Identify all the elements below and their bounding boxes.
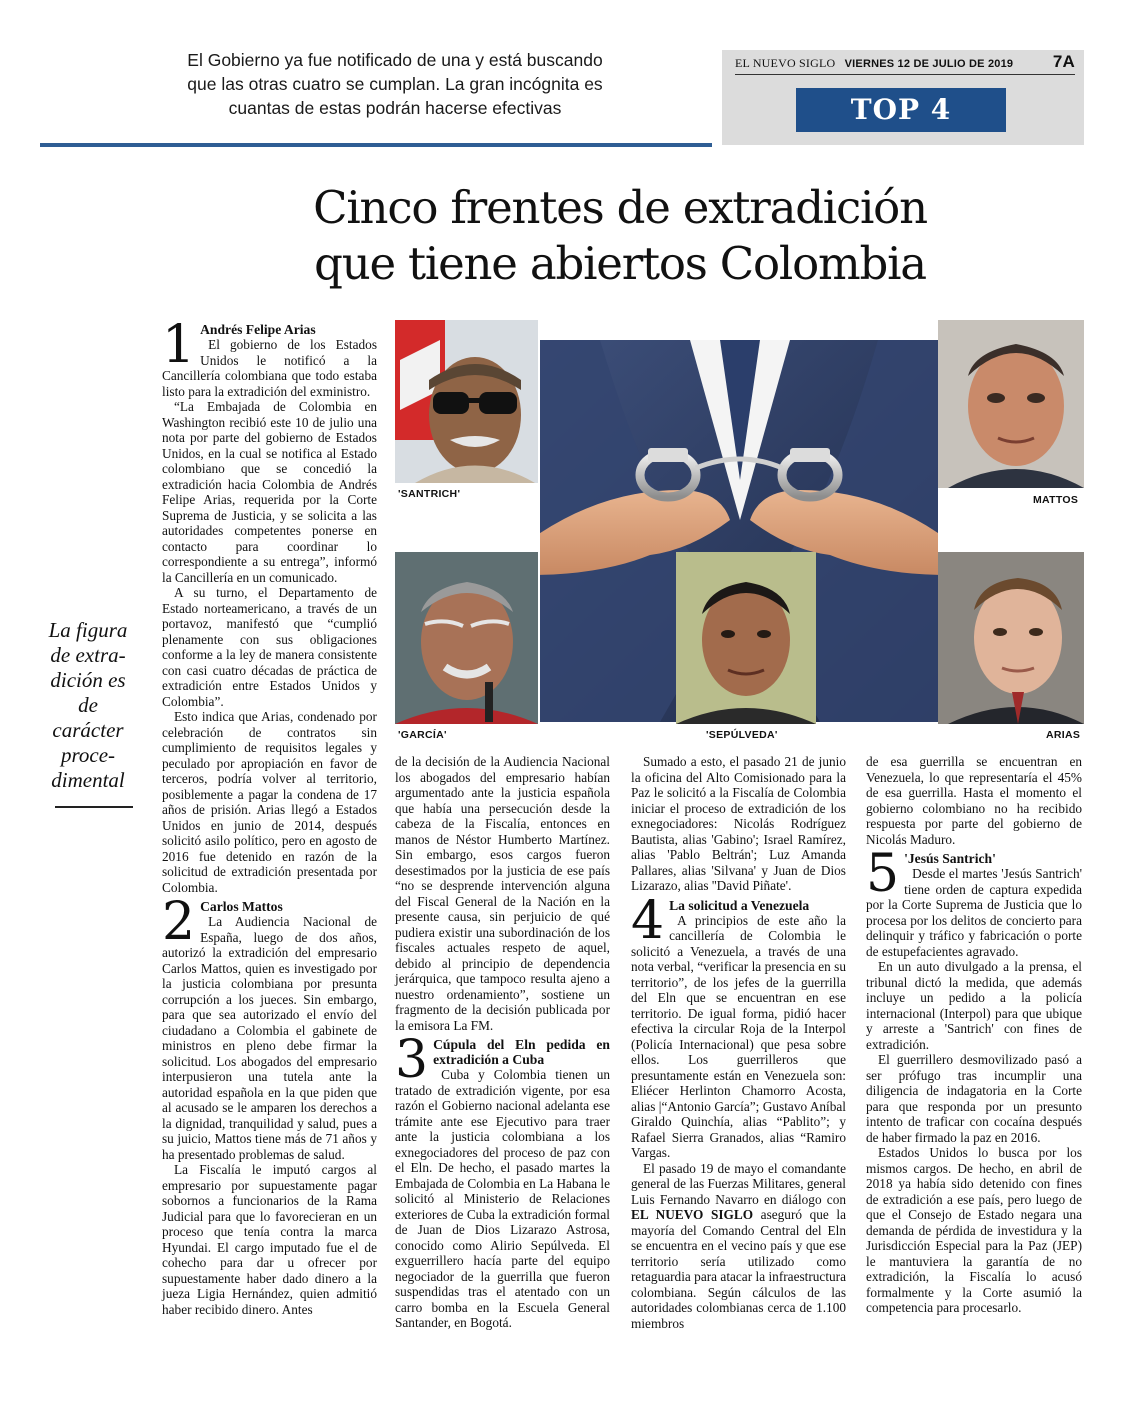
paragraph: de esa guerrilla se encuentran en Venezuela, lo que representaría el 45% de esa guerrilla. Hasta el momento el gobierno colombiano no ha recibido respuesta por parte del gobierno de Nicolás Maduro. [866,754,1082,847]
paragraph: La Fiscalía le imputó cargos al empresario por supuestamente pagar sobornos a funcionarios de la Rama Judicial para que lo favorecieran en un proceso que tenía contra la marca Hyundai. El cargo imputado fue el de cohecho para dar u ofrecer por supuestamente haber dado dinero a la jueza Ligia Hernández, quien admitió haber recibido dinero. Antes [162,1162,377,1317]
paragraph: A su turno, el Departamento de Estado norteamericano, a través de un portavoz, manifestó que “cumplió plenamente con sus obligaciones conforme a la ley de manera consistente con casi cuatro décadas de práctica de extradición entre Estados Unidos y Colombia”. [162,585,377,709]
section-title: Carlos Mattos [200,899,283,914]
paragraph: de la decisión de la Audiencia Nacional los abogados del empresario habían argumentado ante la justicia española que había una persecución desde la cabeza de la Fiscalía, entonces en manos de Néstor Humberto Martínez. Sin embargo, esos cargos fueron desestimados por la justicia de ese país “no se desprende intervención alguna del Fiscal General de la Nación en la presente causa, sin perjuicio de qué pudiera existir una subordinación de los fiscales actuales respeto de aquel, debido al principio de dependencia jerárquica, que tampoco resulta ajeno a nuestro ordenamiento”, sostiene un fragmento de la decisión publicada por la emisora La FM. [395,754,610,1033]
arias-photo [938,552,1084,724]
portrait-santrich [395,320,538,483]
mattos-photo [938,320,1084,488]
caption-mattos: MATTOS [1033,494,1079,506]
section-number: 4 [631,897,665,951]
section-number: 2 [162,899,196,952]
paper-name: EL NUEVO SIGLO [735,56,836,70]
paragraph: A principios de este año la cancillería de Colombia le solicitó a Venezuela, a través de una nota verbal, “verificar la presencia en su territorio”, de los jefes de la guerrilla del Eln que se encuentran en ese territorio. De igual forma, pidió hacer efectiva la circular Roja de la Interpol (Policía Internacional) que pesa sobre ellos. Los guerrilleros que presuntamente están en Venezuela son: Eliécer Herlinton Chamorro Acosta, alias |“Antonio García”; Gustavo Aníbal Giraldo Quinchía, alias “Pablito”; y Rafael Sierra Granados, alias “Ramiro Vargas. [631,912,846,1160]
portrait-mattos [938,320,1084,488]
paragraph: Sumado a esto, el pasado 21 de junio la oficina del Alto Comisionado para la Paz le solicitó a la Fiscalía de Colombia iniciar el proceso de extradición de los exnegociadores: Nicolás Rodríguez Bautista, alias 'Gabino'; Israel Ramírez, alias 'Pablo Beltrán'; Luz Amanda Pallares, alias 'Silvana' y Juan de Dios Lizarazo, alias ''David Piñate'. [631,754,846,893]
paragraph: Estados Unidos lo busca por los mismos cargos. De hecho, en abril de 2018 ya había sido detenido con fines de extradición a ese país, pero luego de que el Consejo de Estado negara una demanda de pérdida de investidura y la Jurisdicción Especial para la Paz (JEP) le mantuviera la garantía de no extradición, la Fiscalía lo acusó formalmente y la Corte asumió la competencia para procesarlo. [866,1145,1082,1315]
headline-line: que tiene abiertos Colombia [314,237,926,290]
paragraph: Esto indica que Arias, condenado por celebración de contratos sin cumplimiento de requisitos legales y peculado por apropiación en favor de terceros, podría volver al territorio, posiblemente a pagar la condena de 17 años de prisión. Arias llegó a Estados Unidos en junio de 2014, después solicitó asilo político, pero en agosto de 2016 fue detenido en razón de la solicitud de extradición presentada por Colombia. [162,709,377,895]
section-title: Andrés Felipe Arias [200,322,316,337]
deck-line: cuantas de estas podrán hacerse efectivas [228,98,562,118]
paragraph: Desde el martes 'Jesús Santrich' tiene orden de captura expedida por la Corte Suprema de Justicia que lo procesa por los delitos de concierto para delinquir y tráfico y fabricación o porte de estupefacientes agravado. [866,866,1082,959]
section-title: 'Jesús Santrich' [904,851,996,866]
section-5 [866,851,1082,959]
section-title: Cúpula del Eln pedida en extradición a Cuba [433,1037,610,1067]
issue-date: VIERNES 12 DE JULIO DE 2019 [844,58,1014,70]
headline [200,180,1040,292]
paper-name-inline: EL NUEVO SIGLO [631,1207,754,1222]
section-title: La solicitud a Venezuela [669,897,810,913]
section-1 [162,322,377,399]
deck-rule [40,143,712,147]
paragraph: El gobierno de los Estados Unidos le notificó a la Cancillería colombiana que todo estaba listo para la extradición del exministro. [162,337,377,399]
section-number: 3 [395,1037,429,1090]
santrich-photo [395,320,538,483]
paragraph: Cuba y Colombia tienen un tratado de extradición vigente, por esa razón el Gobierno nacional adelanta ese trámite ante ese Ejecutivo para traer ante la justicia colombiana a los exnegociadores del proceso de paz con el Eln. De hecho, el pasado martes la Embajada de Colombia en La Habana le solicitó al Ministerio de Relaciones exteriores de Cuba la extradición formal de Juan de Dios Lizarazo Astrosa, conocido como Alirio Sepúlveda. El exguerrillero hacía parte del equipo negociador de la guerrilla que fueron suspendidas tras el atentado con un carro bomba en la Escuela General Santander, en Bogotá. [395,1067,610,1330]
portrait-sepulveda [676,552,816,724]
garcia-photo [395,552,538,724]
paragraph: La Audiencia Nacional de España, luego de dos años, autorizó la extradición del empresario Carlos Mattos, quien es investigado por la justicia colombiana por presunta corrupción a los jueces. Sin embargo, para que sea autorizado el envío del ciudadano a Colombia el gabinete de ministros en pleno debe firmar la solicitud. Los abogados del empresario interpusieron una tutela ante la autoridad española en la que piden que al acusado se le amparen los derechos a la dignidad, tranquilidad y salud, pues a su juicio, Mattos tiene más de 71 años y ha presentado problemas de salud. [162,914,377,1162]
caption-santrich: 'SANTRICH' [398,488,461,500]
caption-sepulveda: 'SEPÚLVEDA' [706,729,778,741]
masthead [735,52,1075,75]
section-badge: TOP 4 [796,88,1006,132]
headline-line: Cinco frentes de extradición [313,181,927,234]
text-run: El pasado 19 de mayo el comandante general de las Fuerzas Militares, general Luis Fernando Navarro en diálogo con [631,1160,846,1207]
pull-quote: La figura de extra- dición es de carácter proce- dimental [48,618,128,792]
article-column-2 [395,754,610,1331]
caption-garcia: 'GARCÍA' [398,729,447,741]
pull-quote-rule [55,806,133,808]
section-3 [395,1037,610,1331]
section-number: 1 [162,322,196,375]
article-column-3 [631,754,846,1331]
paragraph: En un auto divulgado a la prensa, el tribunal dictó la medida, que además incluye un pedido a la policía internacional (Interpol) para que ubique y arreste a 'Santrich' con fines de extradición. [866,959,1082,1052]
paragraph [631,1161,846,1332]
section-2 [162,899,377,1162]
text-run: aseguró que la mayoría del Comando Central del Eln se encuentra en el vecino país y que ese territorio sería utilizado como retaguardia para atacar la infraestructura colombiana. Según cálculos de las autoridades colombianas cerca de 1.100 miembros [631,1207,847,1331]
deck-line: El Gobierno ya fue notificado de una y está buscando [187,50,603,70]
portrait-garcia [395,552,538,724]
page-number: 7A [1052,52,1075,71]
paragraph: El guerrillero desmovilizado pasó a ser prófugo tras incumplir una diligencia de indagatoria en la Corte para que responda por un presunto intento de traficar con cocaína después de haber firmado la paz en 2016. [866,1052,1082,1145]
section-4 [631,898,846,1161]
deck-line: que las otras cuatro se cumplan. La gran incógnita es [187,74,603,94]
article-column-4 [866,754,1082,1316]
section-number: 5 [866,851,900,904]
paragraph: “La Embajada de Colombia en Washington recibió este 10 de julio una nota por parte del gobierno de Estados Unidos, en la cual se notifica al Estado colombiano que se concedió la extradición hacia Colombia de Andrés Felipe Arias, requerida por la Corte Suprema de Justicia, y se solicita a las autoridades competentes ponerse en contacto para coordinar lo correspondiente a su entrega”, informó la Cancillería en un comunicado. [162,399,377,585]
caption-arias: ARIAS [1046,729,1081,741]
deck [150,48,640,120]
article-column-1 [162,322,377,1317]
portrait-arias [938,552,1084,724]
sepulveda-photo [676,552,816,724]
